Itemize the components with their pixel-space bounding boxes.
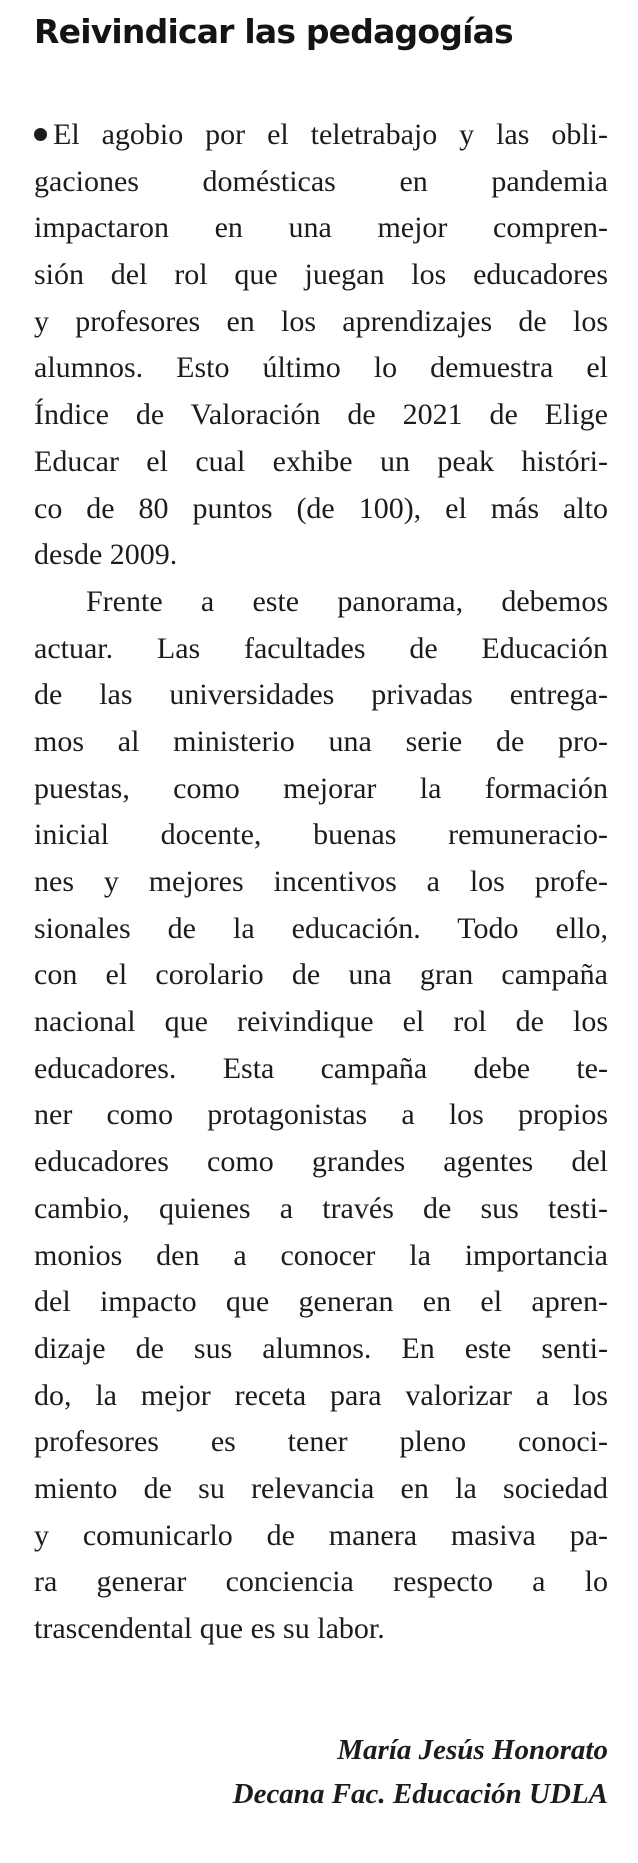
paragraph-2-line: puestas, como mejorar la formación [34, 771, 608, 805]
article-body [34, 112, 608, 1653]
paragraph-2-line: del impacto que generan en el apren- [34, 1285, 608, 1319]
paragraph-2-line: do, la mejor receta para valorizar a los [34, 1378, 608, 1412]
paragraph-1-line: Índice de Valoración de 2021 de Elige [34, 398, 608, 432]
paragraph-2-line: educadores como grandes agentes del [34, 1145, 608, 1179]
paragraph-1-line: Educar el cual exhibe un peak históri- [34, 444, 608, 478]
paragraph-1-line: desde 2009. [34, 538, 178, 572]
paragraph-2-line: profesores es tener pleno conoci- [34, 1425, 608, 1459]
paragraph-2-line: educadores. Esta campaña debe te- [34, 1051, 608, 1085]
author-signature [34, 1728, 608, 1816]
paragraph-2-line: trascendental que es su labor. [34, 1612, 385, 1645]
author-title: Decana Fac. Educación UDLA [232, 1778, 608, 1810]
paragraph-2-line: sionales de la educación. Todo ello, [34, 911, 608, 945]
paragraph-2-line: con el corolario de una gran campaña [34, 958, 608, 992]
paragraph-2-line: actuar. Las facultades de Educación [34, 631, 608, 665]
author-name: María Jesús Honorato [337, 1734, 608, 1766]
paragraph-2-line: monios den a conocer la importancia [34, 1238, 608, 1272]
paragraph-1-line: co de 80 puntos (de 100), el más alto [34, 491, 608, 525]
bullet-icon [34, 128, 47, 141]
paragraph-1-line: sión del rol que juegan los educadores [34, 258, 608, 292]
paragraph-1-line: y profesores en los aprendizajes de los [34, 304, 608, 338]
paragraph-1-line: gaciones domésticas en pandemia [34, 164, 608, 198]
paragraph-2-line: nes y mejores incentivos a los profe- [34, 865, 608, 898]
paragraph-1-line: alumnos. Esto último lo demuestra el [34, 351, 608, 385]
paragraph-2-line: y comunicarlo de manera masiva pa- [34, 1518, 608, 1552]
paragraph-2-line: de las universidades privadas entrega- [34, 678, 608, 712]
paragraph-2-line: miento de su relevancia en la sociedad [34, 1471, 608, 1505]
paragraph-1-line: impactaron en una mejor compren- [34, 211, 608, 245]
paragraph-2-line: nacional que reivindique el rol de los [34, 1005, 608, 1039]
paragraph-1-line-1: El agobio por el teletrabajo y las obli- [34, 112, 608, 159]
paragraph-2-line-1: Frente a este panorama, debemos [86, 584, 608, 618]
paragraph-2-line: ner como protagonistas a los propios [34, 1098, 608, 1132]
paragraph-2-line: mos al ministerio una serie de pro- [34, 724, 608, 758]
paragraph-2-line: cambio, quienes a través de sus testi- [34, 1191, 608, 1225]
paragraph-2-line: inicial docente, buenas remuneracio- [34, 818, 608, 852]
paragraph-2-line: dizaje de sus alumnos. En este senti- [34, 1331, 608, 1365]
paragraph-2-line: ra generar conciencia respecto a lo [34, 1565, 608, 1599]
article-headline: Reivindicar las pedagogías [34, 12, 513, 51]
